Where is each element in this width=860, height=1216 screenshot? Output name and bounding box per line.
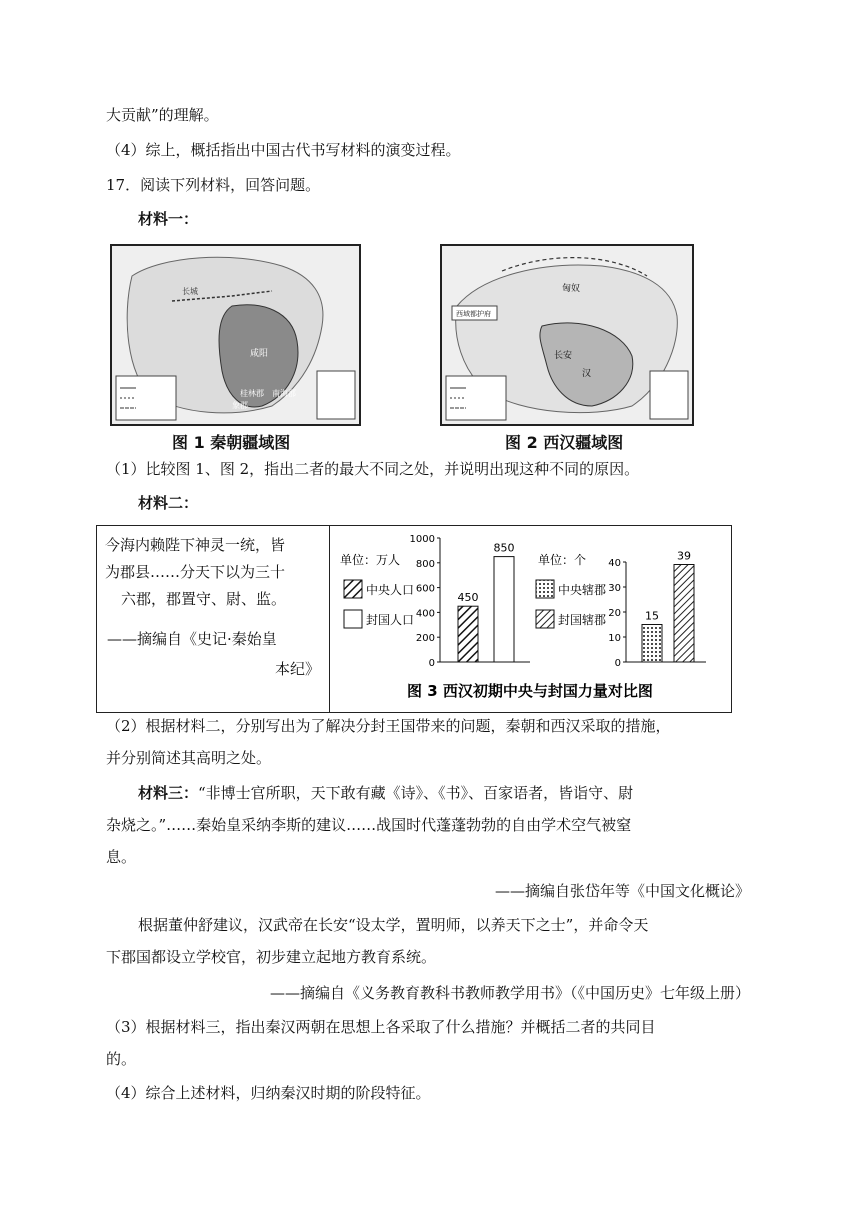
- legend-fief-population: 封国人口: [366, 613, 415, 627]
- chart1-bar-label-0: 450: [457, 591, 479, 605]
- material-3-line-1: [138, 783, 633, 803]
- legend-fief-commandery: 封国辖郡: [558, 613, 607, 627]
- legend-fief-commandery-swatch: [536, 610, 554, 628]
- material-3-quote-1: “非博士官所职，天下敢有藏《诗》、《书》、百家语者，皆诣守、尉: [198, 784, 634, 802]
- material-3-para-2-line-1: 根据董仲舒建议，汉武帝在长安“设太学，置明师，以养天下之士”，并命令天: [138, 916, 649, 934]
- fig3-bar-chart: [330, 526, 730, 712]
- quote-source-1: ——摘编自《史记·秦始皇: [107, 630, 277, 648]
- fig2-caption: 图 2 西汉疆域图: [505, 433, 624, 452]
- question-4-prev: （4）综上，概括指出中国古代书写材料的演变过程。: [106, 141, 461, 159]
- legend-central-population: 中央人口: [366, 583, 415, 597]
- material-3-line-2: 杂烧之。”……秦始皇采纳李斯的建议……战国时代蓬蓬勃勃的自由学术空气被窒: [106, 816, 632, 834]
- chart2-tick-label: 0: [614, 658, 621, 669]
- quote-line-2: 为郡县……分天下以为三十: [105, 563, 286, 581]
- chart1-tick-label: 400: [415, 608, 435, 620]
- material-3-para-2-line-2: 下郡国都设立学校官，初步建立起地方教育系统。: [106, 948, 437, 966]
- text-line-1: 大贡献”的理解。: [106, 106, 219, 124]
- legend-central-population-swatch: [344, 580, 362, 598]
- material-1-label: 材料一：: [138, 210, 199, 228]
- quote-source-2: 本纪》: [275, 660, 321, 678]
- chart1-tick-label: 200: [415, 633, 435, 645]
- chart2-tick-label: 20: [608, 608, 621, 619]
- legend-central-commandery-swatch: [536, 580, 554, 598]
- question-17-intro: 17．阅读下列材料，回答问题。: [106, 176, 321, 194]
- chart2-bar-0: [642, 625, 662, 663]
- chart1-unit: 单位：万人: [340, 553, 401, 567]
- chart2-tick-label: 40: [608, 558, 621, 569]
- chart1-tick-label: 600: [415, 583, 435, 595]
- question-2-line-1: （2）根据材料二，分别写出为了解决分封王国带来的问题，秦朝和西汉采取的措施，: [106, 717, 671, 735]
- chart1-tick-label: 800: [415, 558, 435, 570]
- material-3-source-2: ——摘编自《义务教育教科书教师教学用书》（《中国历史》七年级上册）: [269, 984, 750, 1002]
- question-4: （4）综合上述材料，归纳秦汉时期的阶段特征。: [106, 1084, 431, 1102]
- svg-text:长城: 长城: [182, 287, 198, 296]
- chart1-bar-0: [458, 606, 478, 662]
- chart2-tick-label: 10: [608, 633, 621, 644]
- material-3-line-3: 息。: [106, 848, 137, 866]
- chart2-bar-1: [674, 565, 694, 663]
- quote-line-3: 六郡，郡置守、尉、监。: [121, 590, 287, 608]
- question-1: （1）比较图 1、图 2，指出二者的最大不同之处，并说明出现这种不同的原因。: [106, 460, 640, 478]
- western-han-territory-map: [440, 244, 694, 426]
- fig3-title: 图 3 西汉初期中央与封国力量对比图: [407, 682, 653, 700]
- material-3-label: 材料三：: [138, 784, 199, 802]
- chart1-bar-label-1: 850: [493, 541, 515, 555]
- svg-text:南海郡: 南海郡: [272, 389, 296, 398]
- legend-central-commandery: 中央辖郡: [558, 583, 607, 597]
- svg-text:象郡: 象郡: [232, 401, 248, 410]
- legend-fief-population-swatch: [344, 610, 362, 628]
- svg-text:匈奴: 匈奴: [562, 284, 581, 294]
- svg-text:汉: 汉: [582, 369, 592, 379]
- chart2-bar-label-1: 39: [677, 549, 691, 563]
- svg-text:西域都护府: 西域都护府: [456, 310, 491, 318]
- material-2-label: 材料二：: [138, 494, 199, 512]
- svg-text:长安: 长安: [554, 351, 573, 361]
- question-3-line-1: （3）根据材料三，指出秦汉两朝在思想上各采取了什么措施？并概括二者的共同目: [106, 1018, 656, 1036]
- qin-territory-map: [110, 244, 361, 426]
- svg-text:咸阳: 咸阳: [250, 349, 269, 359]
- question-2-line-2: 并分别简述其高明之处。: [106, 749, 272, 767]
- chart2-tick-label: 30: [608, 583, 621, 594]
- chart1-tick-label: 1000: [409, 534, 435, 545]
- chart2-bar-label-0: 15: [645, 609, 659, 623]
- chart1-tick-label: 0: [428, 658, 435, 669]
- material-2-quote-cell: [97, 526, 330, 712]
- chart2-unit: 单位：个: [538, 553, 587, 567]
- question-3-line-2: 的。: [106, 1050, 137, 1068]
- quote-line-1: 今海内赖陛下神灵一统，皆: [105, 536, 286, 554]
- material-2-table: [96, 525, 732, 713]
- material-3-source-1: ——摘编自张岱年等《中国文化概论》: [494, 882, 750, 900]
- svg-text:桂林郡: 桂林郡: [240, 389, 264, 398]
- fig1-caption: 图 1 秦朝疆域图: [172, 433, 291, 452]
- chart1-bar-1: [494, 557, 514, 662]
